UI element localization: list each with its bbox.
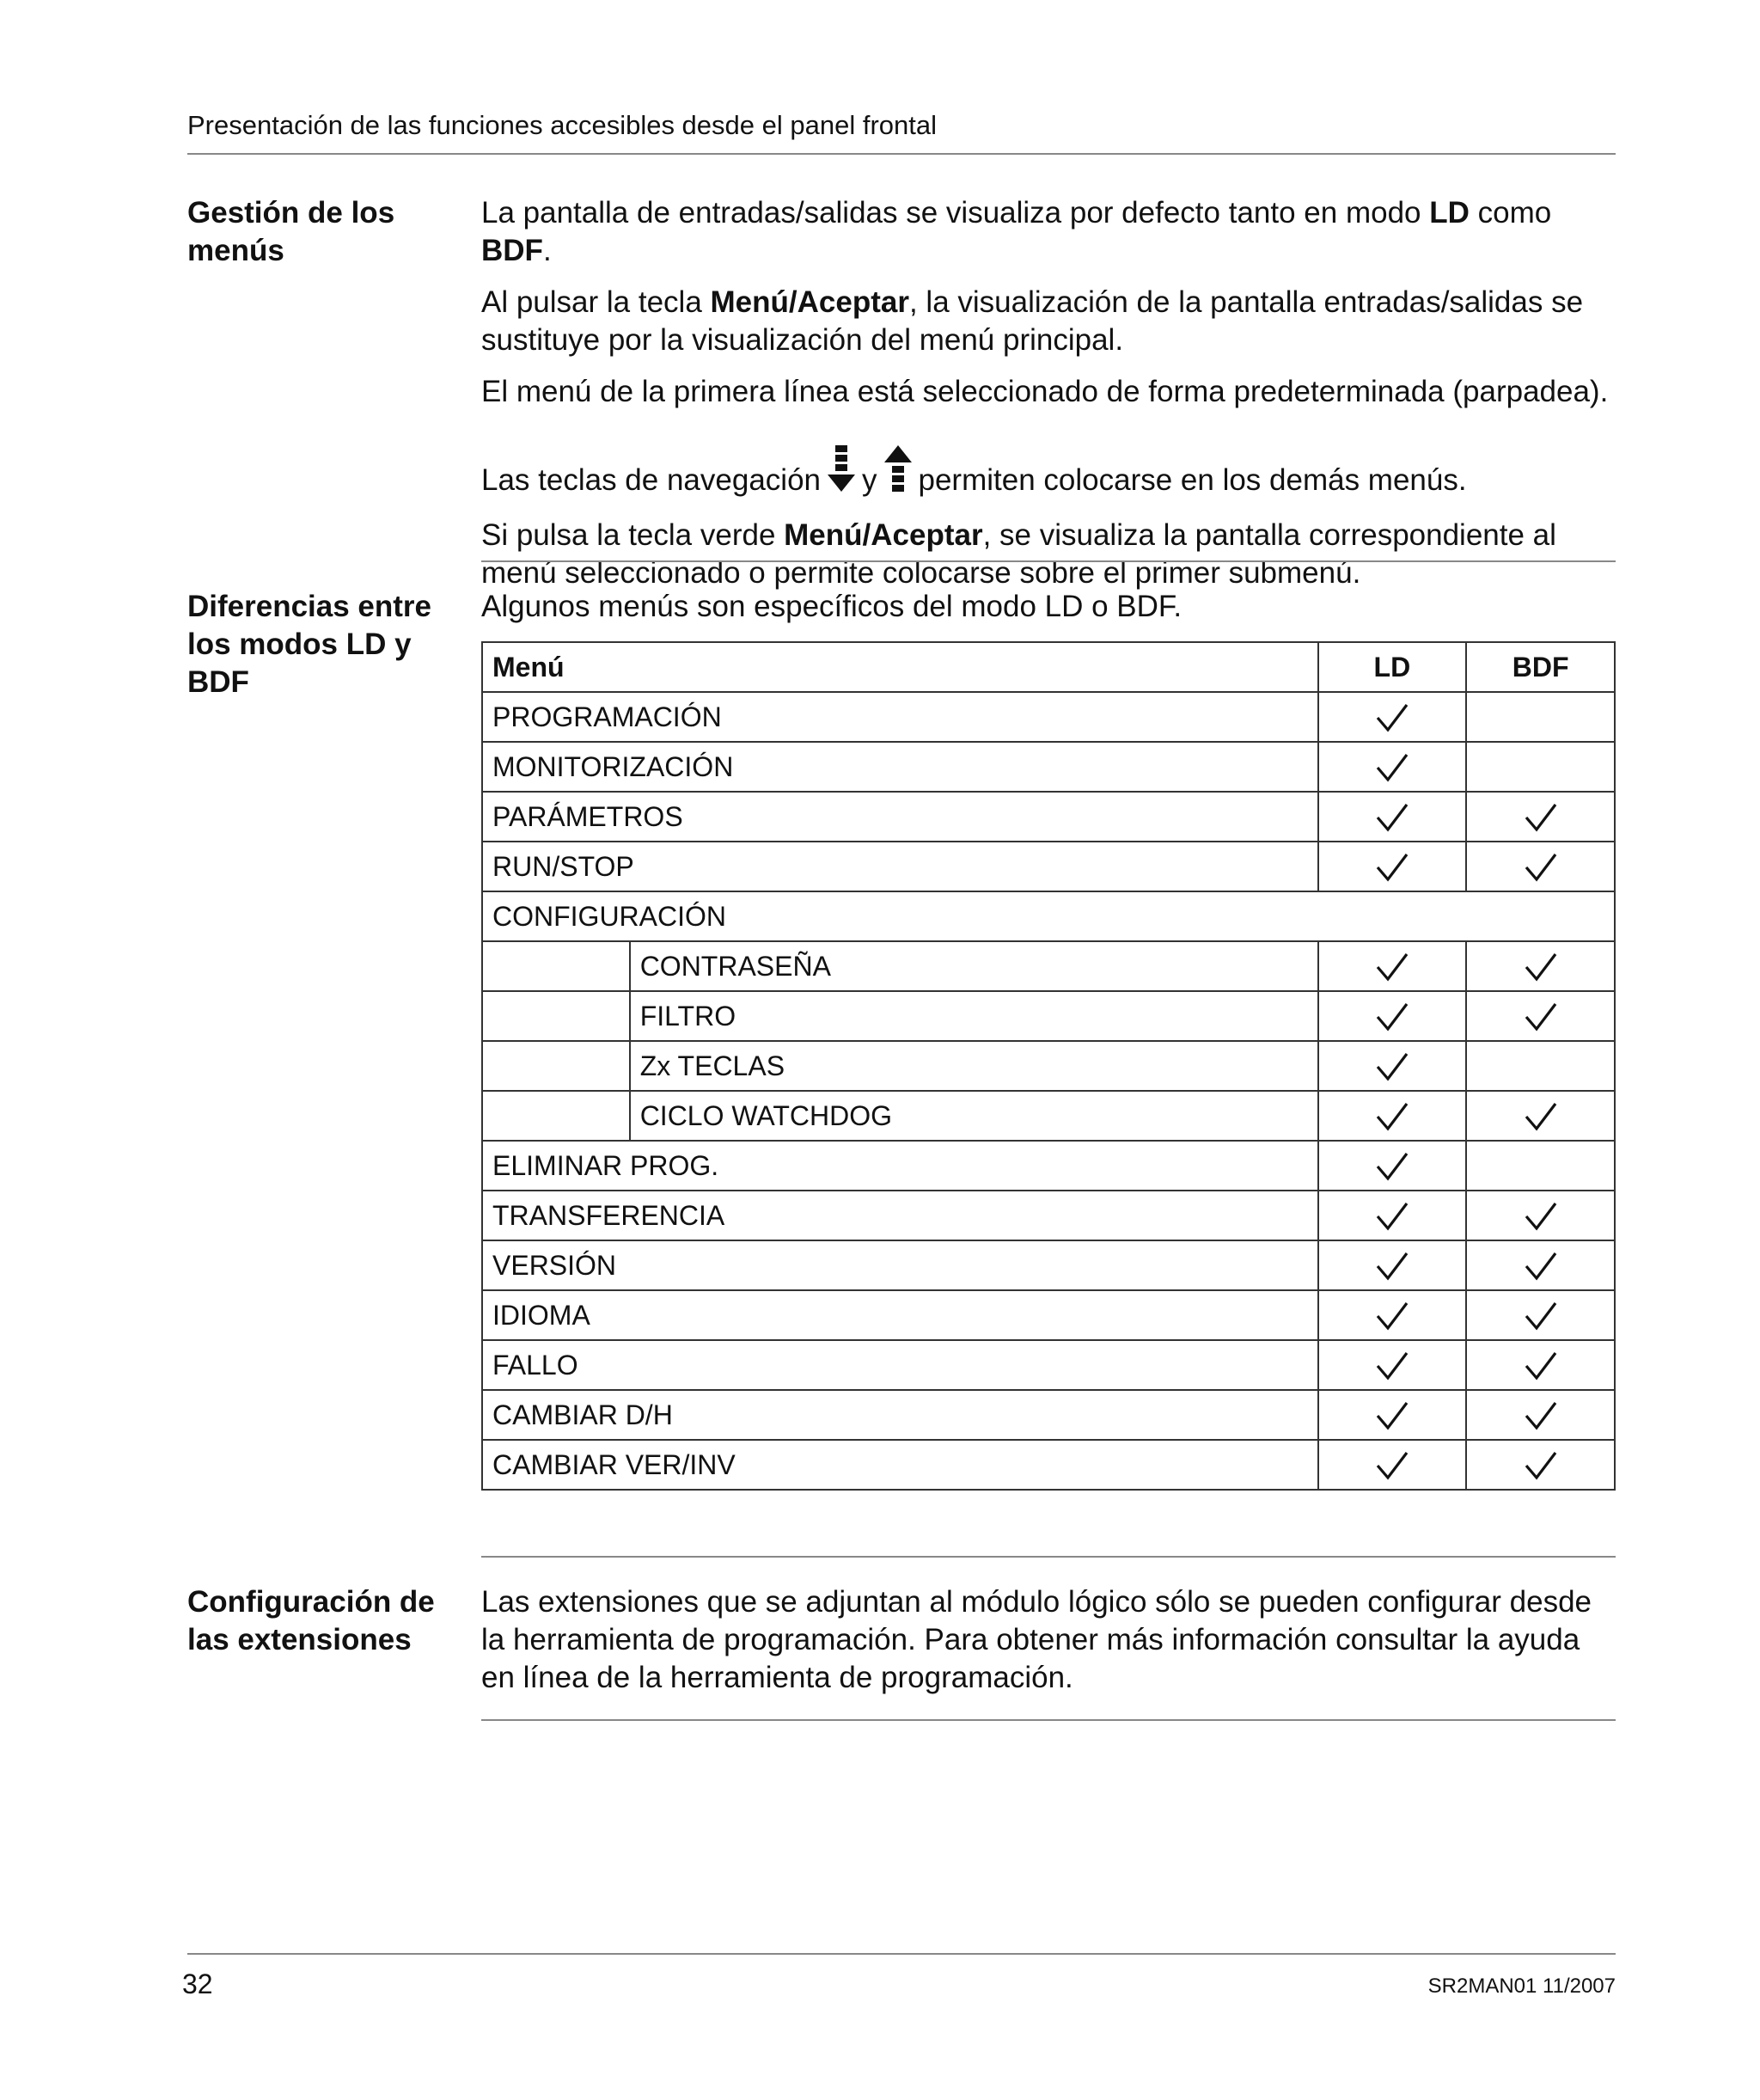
menu-label: MONITORIZACIÓN xyxy=(482,742,1318,792)
section-divider xyxy=(481,560,1616,562)
checkmark-icon xyxy=(1375,1448,1409,1479)
table-row xyxy=(482,792,1615,842)
table-row xyxy=(482,1091,1615,1141)
menu-mode-table xyxy=(481,641,1616,1491)
menu-label: RUN/STOP xyxy=(482,842,1318,891)
submenu-label: CONTRASEÑA xyxy=(630,941,1318,991)
modes-intro: Algunos menús son específicos del modo LD o BDF. xyxy=(481,590,1182,623)
paragraph: El menú de la primera línea está seleccionado de forma predeterminada (parpadea). xyxy=(481,375,1609,408)
table-row xyxy=(482,991,1615,1041)
bdf-cell xyxy=(1466,1240,1615,1290)
ld-cell xyxy=(1318,1390,1467,1440)
checkmark-icon xyxy=(1524,1249,1558,1280)
menu-label: FALLO xyxy=(482,1340,1318,1390)
section-heading-extensions: Configuración de las extensiones xyxy=(187,1585,435,1656)
section-divider xyxy=(481,1556,1616,1558)
table-row xyxy=(482,1290,1615,1340)
paragraph: Las teclas de navegación y permiten colocarse en los demás menús. xyxy=(481,445,1616,503)
bdf-cell xyxy=(1466,1091,1615,1141)
checkmark-icon xyxy=(1524,1349,1558,1380)
bdf-cell xyxy=(1466,1191,1615,1240)
checkmark-icon xyxy=(1524,950,1558,981)
submenu-label: CICLO WATCHDOG xyxy=(630,1091,1318,1141)
table-row xyxy=(482,842,1615,891)
indent-cell xyxy=(482,1091,630,1141)
checkmark-icon xyxy=(1375,1249,1409,1280)
checkmark-icon xyxy=(1375,1050,1409,1081)
document-reference: SR2MAN01 11/2007 xyxy=(1427,1974,1616,1998)
checkmark-icon xyxy=(1375,850,1409,881)
extensions-text: Las extensiones que se adjuntan al módulo lógico sólo se pueden configurar desde la herramienta de programación. Para obtener más información consultar la ayuda en línea de la herramienta de programación. xyxy=(481,1585,1592,1694)
checkmark-icon xyxy=(1375,1149,1409,1180)
submenu-label: Zx TECLAS xyxy=(630,1041,1318,1091)
table-row xyxy=(482,1440,1615,1490)
indent-cell xyxy=(482,1041,630,1091)
menu-label: IDIOMA xyxy=(482,1290,1318,1340)
bdf-cell xyxy=(1466,991,1615,1041)
ld-cell xyxy=(1318,1240,1467,1290)
paragraph: Al pulsar la tecla Menú/Aceptar, la visualización de la pantalla entradas/salidas se sustituye por la visualización del menú principal. xyxy=(481,285,1584,357)
menu-label: PARÁMETROS xyxy=(482,792,1318,842)
ld-cell xyxy=(1318,1440,1467,1490)
menu-label: VERSIÓN xyxy=(482,1240,1318,1290)
indent-cell xyxy=(482,991,630,1041)
bdf-cell xyxy=(1466,692,1615,742)
checkmark-icon xyxy=(1375,1199,1409,1230)
checkmark-icon xyxy=(1524,1299,1558,1330)
arrow-down-key-icon xyxy=(826,445,857,503)
checkmark-icon xyxy=(1375,701,1409,732)
checkmark-icon xyxy=(1524,800,1558,831)
bdf-cell xyxy=(1466,1041,1615,1091)
checkmark-icon xyxy=(1375,750,1409,781)
checkmark-icon xyxy=(1524,1099,1558,1130)
bdf-cell xyxy=(1466,1440,1615,1490)
paragraph: Si pulsa la tecla verde Menú/Aceptar, se visualiza la pantalla correspondiente al menú seleccionado o permite colocarse sobre el primer submenú. xyxy=(481,518,1556,590)
ld-cell xyxy=(1318,1191,1467,1240)
checkmark-icon xyxy=(1375,1000,1409,1031)
ld-cell xyxy=(1318,1340,1467,1390)
ld-cell xyxy=(1318,1141,1467,1191)
column-header-bdf: BDF xyxy=(1466,642,1615,692)
footer-rule xyxy=(187,1953,1616,1955)
ld-cell xyxy=(1318,792,1467,842)
section-heading-menus: Gestión de los menús xyxy=(187,196,395,267)
page-number: 32 xyxy=(182,1968,213,1999)
menu-label: ELIMINAR PROG. xyxy=(482,1141,1318,1191)
bdf-cell xyxy=(1466,1340,1615,1390)
ld-cell xyxy=(1318,941,1467,991)
column-header-ld: LD xyxy=(1318,642,1467,692)
checkmark-icon xyxy=(1375,1099,1409,1130)
bdf-cell xyxy=(1466,1390,1615,1440)
table-row xyxy=(482,692,1615,742)
section-heading-modes: Diferencias entre los modos LD y BDF xyxy=(187,590,432,699)
paragraph: La pantalla de entradas/salidas se visualiza por defecto tanto en modo LD como BDF. xyxy=(481,196,1552,267)
bdf-cell xyxy=(1466,842,1615,891)
ld-cell xyxy=(1318,991,1467,1041)
bdf-cell xyxy=(1466,1141,1615,1191)
header-rule xyxy=(187,153,1616,155)
table-row xyxy=(482,891,1615,941)
running-header: Presentación de las funciones accesibles desde el panel frontal xyxy=(187,110,937,140)
ld-cell xyxy=(1318,842,1467,891)
checkmark-icon xyxy=(1375,950,1409,981)
bdf-cell xyxy=(1466,1290,1615,1340)
submenu-label: FILTRO xyxy=(630,991,1318,1041)
indent-cell xyxy=(482,941,630,991)
arrow-up-key-icon xyxy=(883,445,914,503)
table-row xyxy=(482,1141,1615,1191)
ld-cell xyxy=(1318,742,1467,792)
checkmark-icon xyxy=(1524,850,1558,881)
section-divider xyxy=(481,1719,1616,1721)
table-row xyxy=(482,1041,1615,1091)
table-row xyxy=(482,1191,1615,1240)
table-row xyxy=(482,1390,1615,1440)
column-header-menu: Menú xyxy=(482,642,1318,692)
table-row xyxy=(482,742,1615,792)
checkmark-icon xyxy=(1375,800,1409,831)
table-row xyxy=(482,1340,1615,1390)
menu-label: CAMBIAR VER/INV xyxy=(482,1440,1318,1490)
checkmark-icon xyxy=(1375,1349,1409,1380)
menu-label: PROGRAMACIÓN xyxy=(482,692,1318,742)
bdf-cell xyxy=(1466,792,1615,842)
bdf-cell xyxy=(1466,742,1615,792)
section-body-menus xyxy=(481,194,1616,592)
menu-label: CAMBIAR D/H xyxy=(482,1390,1318,1440)
table-row xyxy=(482,941,1615,991)
table-header-row xyxy=(482,642,1615,692)
menu-group-label: CONFIGURACIÓN xyxy=(482,891,1615,941)
checkmark-icon xyxy=(1524,1000,1558,1031)
checkmark-icon xyxy=(1524,1199,1558,1230)
checkmark-icon xyxy=(1524,1399,1558,1430)
ld-cell xyxy=(1318,1290,1467,1340)
menu-label: TRANSFERENCIA xyxy=(482,1191,1318,1240)
bdf-cell xyxy=(1466,941,1615,991)
checkmark-icon xyxy=(1524,1448,1558,1479)
checkmark-icon xyxy=(1375,1299,1409,1330)
ld-cell xyxy=(1318,692,1467,742)
ld-cell xyxy=(1318,1091,1467,1141)
table-row xyxy=(482,1240,1615,1290)
ld-cell xyxy=(1318,1041,1467,1091)
checkmark-icon xyxy=(1375,1399,1409,1430)
